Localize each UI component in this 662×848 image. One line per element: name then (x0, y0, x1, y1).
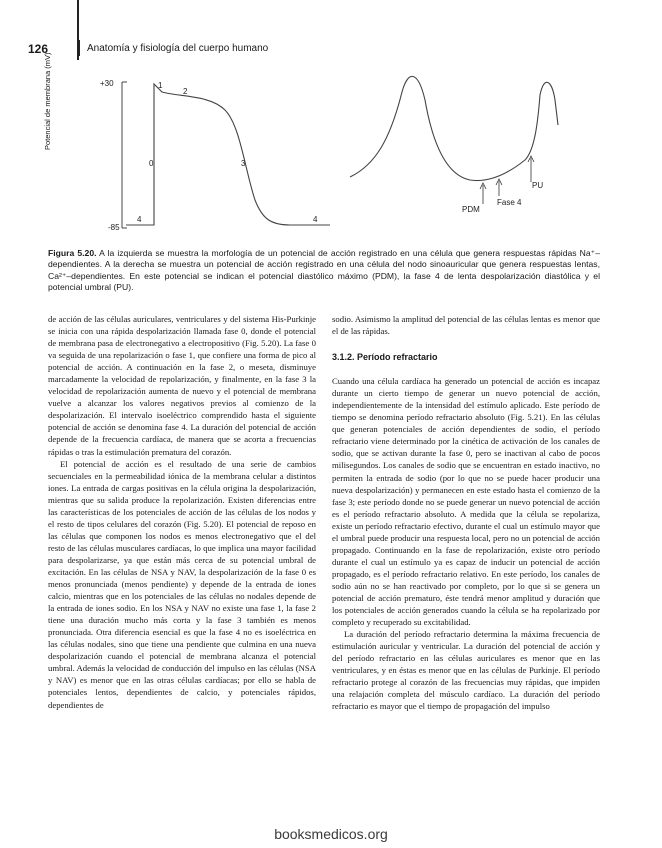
paragraph: Cuando una célula cardíaca ha generado un potencial de acción es incapaz durante un cierto tiempo de generar un nuevo potencial de acción, independientemente de la intensidad del estímulo aplicado. Este período de tiempo se denomina período refractario absoluto (Fig. 5.21). En las células que generan potenciales de acción dependientes de sodio, el período refractario viene determinado por la cinética de activación de los canales de sodio, que se activan durante la fase 0, pero se inactivan al cabo de pocos milisegundos. Los canales de sodio que se encuentran en estado inactivo, no permiten la entrada de sodio (por lo que no se puede hacer producir una nueva despolarización) y permanecen en este estado hasta el comienzo de la fase 3; este período donde no se puede generar un nuevo potencial de acción es el período refractario absoluto. A medida que la célula se repolariza, existe un período refractario efectivo, durante el cual un estímulo mayor que el umbral puede producir una respuesta local, pero no un potencial de acción propagado. Continuando en la fase de repolarización, existe otro período durante el cual un estímulo ya es capaz de inducir un potencial de acción propagado, es el período refractario relativo. En este período, los canales de sodio aún no se han reactivado por completo, por lo que si se genera un potencial de acción prematuro, éste tendrá menor amplitud y duración que los potenciales de acción generados cuando la célula se ha repolarizado por completo y recuperado su excitabilidad. (332, 376, 600, 628)
y-tick-bottom: -85 (108, 223, 120, 232)
caption-text: A la izquierda se muestra la morfología de un potencial de acción registrado en una célula que genera respuestas rápidas Na⁺–dependientes. A la derecha se muestra un potencial de acción registrado en una célula del nodo sinoauricular que genera respuestas lentas, Ca²⁺–dependientes. En este potencial se indican el potencial diastólico máximo (PDM), la fase 4 de lenta despolarización diastólica y el potencial umbral (PU). (48, 248, 600, 293)
section-heading: 3.1.2. Período refractario (332, 352, 438, 363)
phase-label-1: 1 (158, 81, 163, 90)
paragraph: de acción de las células auriculares, ventriculares y del sistema His-Purkinje se inicia con una rápida despolarización llamada fase 0, donde el potencial de membrana pasa de electronegativo a electropositivo (Fig. 5.20). La fase 0 va seguida de una repolarización o fase 1, que confiere una forma de pico al potencial de acción. A continuación en la fase 2, o meseta, disminuye marcadamente la velocidad de repolarización, y finalmente, en la fase 3 la velocidad de repolarización aumenta de nuevo y el potencial de membrana vuelve a alcanzar los valores negativos previos al comienzo de la despolarización. El intervalo isoeléctrico comprendido hasta el siguiente potencial de acción se denomina fase 4. La duración del potencial de acción depende de la frecuencia cardíaca, de manera que se acorta a frecuencias rápidas o tras la estimulación prematura del corazón. (48, 314, 316, 457)
phase-label-4-left: 4 (137, 215, 142, 224)
paragraph: sodio. Asimismo la amplitud del potencial de las células lentas es menor que el de las rápidas. (332, 314, 600, 337)
caption-label: Figura 5.20. (48, 248, 97, 258)
phase-label-3: 3 (241, 159, 246, 168)
phase-label-2: 2 (183, 87, 188, 96)
phase-label-0: 0 (149, 159, 154, 168)
phase-label-4-right: 4 (313, 215, 318, 224)
label-pdm: PDM (462, 205, 480, 214)
action-potential-curves (0, 0, 662, 250)
paragraph: La duración del período refractario determina la máxima frecuencia de estimulación auricular y ventricular. La duración del potencial de acción y del período refractario en las células auriculares es menor que en las ventriculares, y en éstas es menor que en las células de Purkinje. El período refractario protege al corazón de las frecuencias muy rápidas, que impiden una relajación completa del músculo cardíaco. La duración del período refractario es mayor que el tiempo de propagación del impulso (332, 629, 600, 712)
figure-caption (48, 248, 600, 294)
page-number: 126 (28, 42, 49, 56)
left-plot-ylabel: Potencial de membrana (mV) (43, 52, 52, 150)
y-tick-top: +30 (100, 79, 114, 88)
fast-action-potential-curve (126, 84, 330, 225)
slow-action-potential-curve (350, 76, 558, 180)
right-column (332, 313, 600, 712)
paragraph: El potencial de acción es el resultado de una serie de cambios secuenciales en la permeabilidad iónica de la membrana celular a distintos iones. La entrada de cargas positivas en la célula origina la despolarización, mientras que su salida produce la repolarización. Existen diferencias entre las características de los potenciales de acción de las células de los nodos y el resto de tipos celulares del corazón (Fig. 5.20). El potencial de reposo en las células que componen los nodos es menos electronegativo que el del resto de las células musculares cardíacas, lo que implica una mayor facilidad para despolarizarse, ya que están más cerca de su potencial umbral de excitación. En las células de NSA y NAV, la despolarización de la fase 0 es menos pronunciada (menos pendiente) y depende de la entrada de iones calcio, mientras que en los potenciales de las células no nodales depende de la entrada de iones sodio. En los NSA y NAV no existe una fase 1, la fase 2 tiene una duración mucho más corta y la fase 3 también es menos pronunciada. Otra diferencia esencial es que la fase 4 no es isoeléctrica en las células nodales, sino que tiene una pendiente que culmina en una nueva despolarización cuando el potencial de membrana alcanza el potencial umbral. Además la velocidad de conducción del impulso en las células (NSA y NAV) es menor que en las otras células cardíacas; por ello se habla de potenciales lentos, dependientes de calcio, y potenciales rápidos, dependientes de (48, 458, 316, 710)
left-column (48, 313, 316, 711)
label-pu: PU (532, 181, 544, 190)
footer-watermark: booksmedicos.org (274, 826, 388, 842)
running-title: Anatomía y fisiología del cuerpo humano (87, 43, 269, 54)
label-fase4: Fase 4 (497, 198, 522, 207)
